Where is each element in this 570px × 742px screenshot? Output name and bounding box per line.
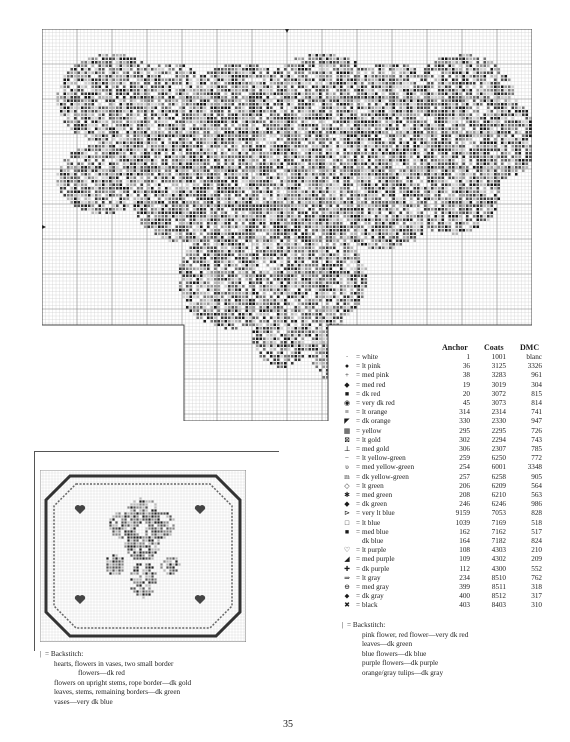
legend-color-name: med purple (362, 555, 395, 564)
legend-dmc-value: 564 (531, 481, 542, 490)
legend-symbol: □ (344, 518, 350, 527)
legend-anchor-value: 9159 (455, 509, 470, 518)
legend-color-name: dk gray (362, 592, 384, 601)
legend-symbol: ● (344, 362, 350, 371)
legend-equals: = (355, 592, 361, 601)
legend-dmc-value: 3326 (527, 362, 542, 371)
legend-equals: = (355, 527, 361, 536)
legend-anchor-value: 38 (462, 371, 470, 380)
legend-symbol: ⇒ (344, 573, 350, 582)
legend-symbol: − (345, 454, 349, 463)
legend-anchor-value: 109 (459, 555, 470, 564)
legend-dmc-value: 3348 (527, 463, 542, 472)
legend-anchor-value: 208 (459, 491, 470, 499)
legend-color-name: yellow (362, 426, 382, 435)
legend-dmc-value: 814 (531, 399, 542, 407)
legend-color-name: black (362, 601, 378, 610)
coats-header: Coats (484, 343, 504, 352)
legend-color-name: lt pink (362, 362, 381, 371)
legend-dmc-value: 772 (531, 454, 542, 463)
legend-backstitch-notes (342, 621, 562, 679)
legend-equals: = (355, 417, 361, 426)
legend-symbol: ▦ (343, 426, 351, 435)
legend-dmc-value: 210 (531, 546, 542, 555)
legend-dmc-value: 563 (531, 491, 542, 499)
legend-dmc-value: 310 (531, 601, 542, 610)
page-number: 35 (283, 719, 293, 730)
legend-equals: = (355, 445, 361, 453)
legend-dmc-value: 947 (531, 417, 542, 426)
legend-dmc-value: 552 (531, 564, 542, 573)
legend-coats-value: 2295 (491, 426, 506, 435)
legend-symbol: ◉ (343, 399, 351, 407)
legend-color-name: dk red (362, 389, 381, 398)
legend-equals: = (355, 426, 361, 435)
legend-coats-value: 3283 (491, 371, 506, 380)
legend-color-name: lt blue (362, 518, 381, 527)
legend-coats-value: 4302 (491, 555, 506, 564)
note-line: blue flowers—dk blue (362, 649, 427, 658)
legend-coats-value: 4303 (491, 546, 506, 555)
legend-coats-value: 3073 (491, 399, 506, 407)
legend-equals: = (355, 389, 361, 398)
legend-anchor-value: 234 (459, 573, 470, 582)
legend-color-name: dk orange (362, 417, 391, 426)
legend-equals: = (355, 435, 361, 444)
legend-equals: = (355, 371, 361, 380)
legend-anchor-value: 1039 (455, 518, 470, 527)
backstitch-symbol: | (40, 650, 42, 658)
dmc-header: DMC (520, 343, 540, 352)
legend-anchor-value: 403 (459, 601, 470, 610)
legend-symbol: ◤ (344, 417, 350, 426)
legend-coats-value: 3019 (491, 380, 506, 389)
legend-coats-value: 2330 (491, 417, 506, 426)
legend-dmc-value: 304 (531, 380, 542, 389)
legend-coats-value: 6250 (491, 454, 506, 463)
legend-coats-value: 8512 (491, 592, 506, 601)
legend-coats-value: 7053 (491, 509, 506, 518)
legend-equals: = (355, 491, 361, 499)
legend-color-name: lt gold (362, 435, 381, 444)
legend-dmc-value: 815 (531, 389, 542, 398)
legend-anchor-value: 259 (459, 454, 470, 463)
legend-coats-value: 6258 (491, 472, 506, 481)
legend-equals: = (355, 353, 361, 361)
legend-symbol: ✚ (344, 564, 350, 573)
legend-symbol: ⊠ (344, 435, 350, 444)
legend-equals: = (355, 362, 361, 371)
legend-coats-value: 2314 (491, 408, 506, 417)
legend-color-name: med blue (362, 527, 389, 536)
legend-anchor-value: 306 (459, 445, 470, 453)
small-cross-stitch-chart (40, 470, 246, 642)
legend-coats-value: 8403 (491, 601, 506, 610)
legend-symbol: ◆ (344, 500, 350, 509)
legend-coats-value: 1001 (491, 353, 506, 361)
legend-equals: = (355, 472, 361, 481)
legend-anchor-value: 108 (459, 546, 470, 555)
note-line: leaves, stems, remaining borders—dk green (54, 688, 181, 697)
legend-coats-value: 8511 (491, 583, 506, 591)
legend-anchor-value: 295 (459, 426, 470, 435)
legend-anchor-value: 302 (459, 435, 470, 444)
legend-anchor-value: 1 (466, 353, 470, 361)
legend-anchor-value: 112 (459, 564, 470, 573)
legend-color-name: dk blue (362, 537, 384, 545)
legend-anchor-value: 330 (459, 417, 470, 426)
legend-dmc-value: 743 (531, 435, 542, 444)
legend-dmc-value: 905 (531, 472, 542, 481)
legend-coats-value: 4300 (491, 564, 506, 573)
backstitch-label: = Backstitch: (347, 621, 386, 629)
legend-anchor-value: 257 (459, 472, 470, 481)
legend-equals: = (355, 463, 361, 472)
legend-coats-value: 2294 (491, 435, 506, 444)
legend-dmc-value: 517 (531, 527, 542, 536)
legend-dmc-value: 318 (531, 583, 542, 591)
legend-symbol: · (345, 353, 349, 361)
legend-color-name: lt orange (362, 408, 388, 417)
legend-equals: = (355, 509, 361, 518)
legend-anchor-value: 399 (459, 583, 470, 591)
note-line: pink flower, red flower—very dk red (362, 630, 469, 639)
legend-coats-value: 3125 (491, 362, 506, 371)
legend-equals: = (355, 555, 361, 564)
legend-symbol: ⊳ (344, 509, 350, 518)
legend-symbol: υ (345, 463, 349, 472)
note-line: flowers on upright stems, rope border—dk gold (54, 678, 192, 687)
legend-dmc-value: 762 (531, 573, 542, 582)
legend-color-name: very lt blue (362, 509, 395, 518)
backstitch-label: = Backstitch: (45, 650, 84, 658)
legend-symbol: ◢ (344, 555, 350, 564)
legend-equals: = (355, 583, 361, 591)
note-line: flowers—dk red (78, 669, 125, 678)
legend-anchor-value: 36 (462, 362, 470, 371)
legend-dmc-value: 209 (531, 555, 542, 564)
legend-coats-value: 6209 (491, 481, 506, 490)
legend-anchor-value: 246 (459, 500, 470, 509)
legend-coats-value: 7162 (491, 527, 506, 536)
legend-symbol: ■ (344, 527, 350, 536)
legend-equals: = (355, 500, 361, 509)
legend-color-name: white (362, 353, 378, 361)
legend-coats-value: 2307 (491, 445, 506, 453)
legend-symbol: m (344, 472, 350, 481)
legend-symbol: ✖ (344, 601, 350, 610)
legend-dmc-value: 828 (531, 509, 542, 518)
legend-color-name: med yellow-green (362, 463, 415, 472)
legend-color-name: lt green (362, 481, 384, 490)
small-chart-backstitch-notes (40, 650, 300, 708)
legend-anchor-value: 45 (462, 399, 470, 407)
legend-anchor-value: 20 (462, 389, 470, 398)
legend-anchor-value: 164 (459, 537, 470, 545)
legend-symbol: ⊖ (344, 583, 350, 591)
legend-equals: = (355, 408, 361, 417)
legend-anchor-value: 400 (459, 592, 470, 601)
legend-coats-value: 3072 (491, 389, 506, 398)
legend-anchor-value: 254 (459, 463, 470, 472)
legend-coats-value: 6246 (491, 500, 506, 509)
legend-equals: = (355, 601, 361, 610)
note-line: vases—very dk blue (54, 697, 113, 706)
legend-equals: = (355, 454, 361, 463)
legend-coats-value: 7169 (491, 518, 506, 527)
legend-equals: = (355, 546, 361, 555)
legend-color-name: med green (362, 491, 393, 499)
legend-color-name: lt gray (362, 573, 381, 582)
legend-symbol: ≡ (345, 408, 349, 417)
legend-anchor-value: 206 (459, 481, 470, 490)
legend-equals: = (355, 573, 361, 582)
legend-color-name: lt purple (362, 546, 387, 555)
legend-dmc-value: 824 (531, 537, 542, 545)
backstitch-symbol: | (342, 621, 344, 629)
legend-color-name: dk green (362, 500, 387, 509)
legend-dmc-value: 741 (531, 408, 542, 417)
legend-symbol: ⊥ (343, 445, 351, 453)
legend-anchor-value: 162 (459, 527, 470, 536)
legend-equals: = (355, 380, 361, 389)
legend-anchor-value: 19 (462, 380, 470, 389)
legend-symbol: ♡ (343, 546, 351, 555)
legend-equals: = (355, 564, 361, 573)
note-line: purple flowers—dk purple (362, 659, 439, 668)
legend-anchor-value: 314 (459, 408, 470, 417)
legend-dmc-value: 986 (531, 500, 542, 509)
legend-dmc-value: 726 (531, 426, 542, 435)
anchor-header: Anchor (442, 343, 468, 352)
legend-dmc-value: 317 (531, 592, 542, 601)
legend-color-name: very dk red (362, 399, 395, 407)
legend-equals: = (355, 518, 361, 527)
legend-color-name: med pink (362, 371, 389, 380)
legend-dmc-value: 785 (531, 445, 542, 453)
legend-coats-value: 7182 (491, 537, 506, 545)
legend-coats-value: 6001 (491, 463, 506, 472)
legend-dmc-value: blanc (526, 353, 542, 361)
small-chart-grid (40, 470, 246, 642)
legend-dmc-value: 518 (531, 518, 542, 527)
note-line: orange/gray tulips—dk gray (362, 668, 444, 677)
legend-equals: = (355, 481, 361, 490)
legend-dmc-value: 961 (531, 371, 542, 380)
legend-color-name: med gold (362, 445, 389, 453)
legend-symbol: ◇ (344, 481, 350, 490)
legend-color-name: dk yellow-green (362, 472, 409, 481)
legend-color-name: dk purple (362, 564, 390, 573)
legend-symbol: ◆ (344, 380, 350, 389)
legend-symbol: ■ (344, 389, 350, 398)
legend-color-name: med gray (362, 583, 389, 591)
legend-symbol: + (345, 371, 349, 380)
legend-symbol: ✱ (344, 491, 350, 499)
legend-coats-value: 8510 (491, 573, 506, 582)
note-line: leaves—dk green (362, 640, 413, 649)
legend-symbol: ⬥ (344, 592, 350, 601)
note-line: hearts, flowers in vases, two small border (54, 659, 174, 668)
legend-color-name: med red (362, 380, 386, 389)
legend-equals: = (355, 399, 361, 407)
legend-coats-value: 6210 (491, 491, 506, 499)
legend-color-name: lt yellow-green (362, 454, 406, 463)
